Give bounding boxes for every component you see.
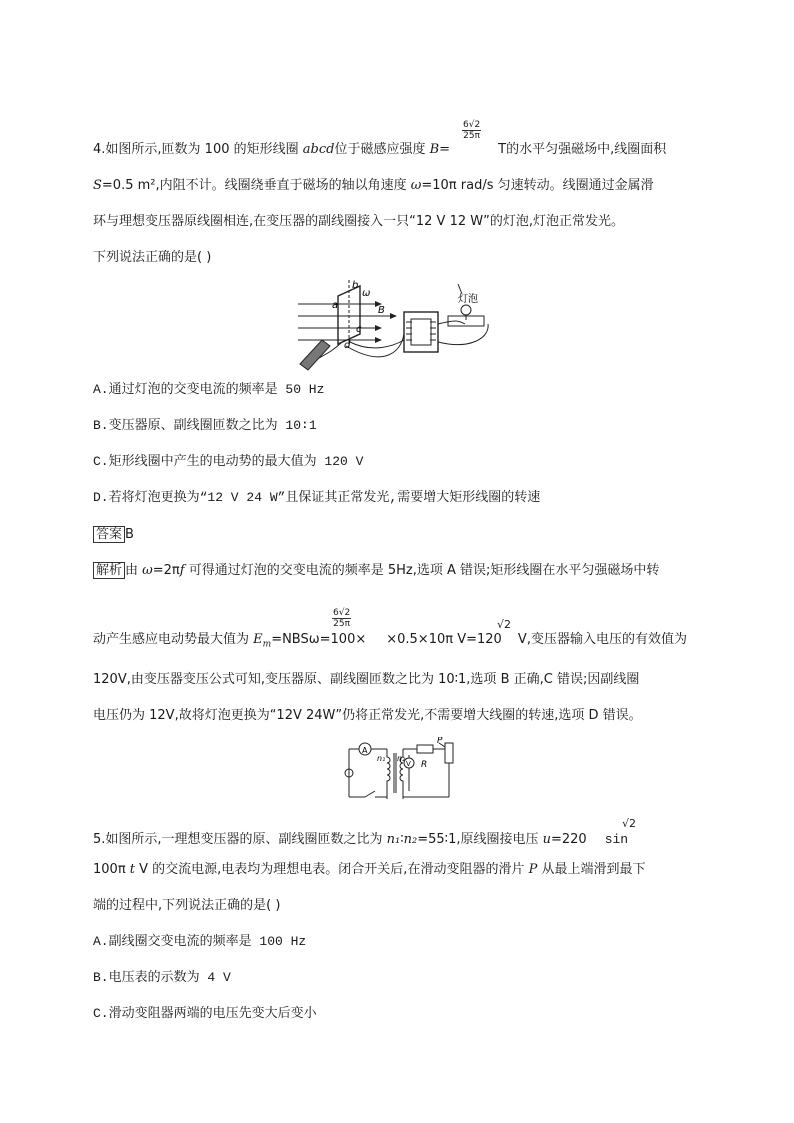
label-omega: ω (362, 288, 371, 299)
resistor-label: R (421, 760, 428, 770)
q5-line-3: 端的过程中,下列说法正确的是( ) (93, 898, 281, 913)
text: 4.如图所示,匝数为 100 的矩形线圈 (93, 142, 303, 157)
q4-option-b: B.变压器原、副线圈匝数之比为 10∶1 (93, 418, 317, 433)
fraction-denominator: 25π (463, 131, 481, 141)
slider-label: P (437, 737, 443, 746)
label-field-b: B (378, 305, 385, 316)
label-b: b (352, 280, 359, 291)
voltmeter-label: V (406, 760, 411, 768)
n2-label: n₂ (397, 754, 406, 763)
text: V 的交流电源,电表均为理想电表。闭合开关后,在滑动变阻器的滑片 (135, 862, 529, 877)
fraction-denominator: 25π (333, 619, 351, 629)
omega-symbol: ω (142, 563, 153, 578)
p-symbol: P (528, 862, 538, 877)
q4-line-4: 下列说法正确的是( ) (93, 250, 212, 265)
text: =2π (152, 563, 180, 578)
label-a: a (332, 300, 339, 311)
sin-text: sin (604, 832, 629, 847)
q4-option-d: D.若将灯泡更换为“12 V 24 W”且保证其正常发光,需要增大矩形线圈的转速 (93, 490, 541, 505)
q4-option-c: C.矩形线圈中产生的电动势的最大值为 120 V (93, 454, 364, 469)
q5-option-c: C.滑动变阻器两端的电压先变大后变小 (93, 1006, 317, 1021)
u-symbol: u (542, 832, 551, 847)
q5-line-1 (93, 832, 628, 848)
text: =10π rad/s 匀速转动。线圈通过金属滑 (421, 178, 654, 193)
q4-analysis-line-2 (93, 632, 687, 653)
q5-option-a: A.副线圈交变电流的频率是 100 Hz (93, 934, 307, 949)
em-fraction (332, 608, 351, 629)
sqrt-two: √2 (497, 618, 512, 631)
text: 位于磁感应强度 (334, 142, 430, 157)
q4-line-1 (93, 142, 666, 158)
text: =220 (550, 832, 587, 847)
label-c: c (356, 324, 362, 335)
text: T的水平匀强磁场中,线圈面积 (494, 142, 667, 157)
q4-line-2 (93, 178, 654, 194)
q4-analysis-line-1 (93, 563, 659, 579)
f-symbol: f (179, 563, 185, 578)
sqrt-two: √2 (622, 817, 637, 830)
fraction-numerator: 6√2 (333, 608, 351, 618)
text: 从最上端滑到最下 (537, 862, 646, 877)
bulb-label: 灯泡 (458, 294, 478, 305)
text: 5.如图所示,一理想变压器的原、副线圈匝数之比为 (93, 832, 387, 847)
text: =0.5 m²,内阻不计。线圈绕垂直于磁场的轴以角速度 (101, 178, 411, 193)
b-fraction (462, 120, 481, 141)
text: 动产生感应电动势最大值为 (93, 632, 254, 647)
q4-option-a: A.通过灯泡的交变电流的频率是 50 Hz (93, 382, 325, 397)
em-subscript: m (262, 639, 272, 650)
text: 可得通过灯泡的交变电流的频率是 5Hz,选项 A 错误;矩形线圈在水平匀强磁场中转 (184, 563, 660, 578)
coil-label: abcd (302, 142, 335, 157)
transformer-circuit-figure (343, 737, 455, 801)
analysis-label: 解析 (93, 562, 125, 579)
q4-answer (93, 527, 134, 543)
q4-line-3: 环与理想变压器原线圈相连,在变压器的副线圈接入一只“12 V 12 W”的灯泡,灯泡正常发光。 (93, 214, 624, 229)
q5-option-b: B.电压表的示数为 4 V (93, 970, 231, 985)
answer-label: 答案 (93, 526, 125, 543)
n1-symbol: n₁ (386, 832, 401, 847)
s-symbol: S (93, 178, 102, 193)
text: 由 (125, 563, 143, 578)
q4-analysis-line-3: 120V,由变压器变压公式可知,变压器原、副线圈匝数之比为 10∶1,选项 B 正确,C 错误;因副线圈 (93, 672, 640, 687)
text: ∶ (400, 832, 404, 847)
em-symbol: E (253, 632, 263, 647)
text: 100π (93, 862, 126, 877)
text: V,变压器输入电压的有效值为 (513, 632, 687, 647)
b-symbol: B= (429, 142, 451, 157)
n1-label: n₁ (377, 754, 386, 763)
n2-symbol: n₂ (403, 832, 418, 847)
omega-symbol: ω (410, 178, 422, 193)
q4-analysis-line-4: 电压仍为 12V,故将灯泡更换为“12V 24W”仍将正常发光,不需要增大线圈的转速,选项 D 错误。 (93, 708, 642, 723)
label-d: d (344, 340, 351, 351)
generator-transformer-figure (290, 276, 500, 372)
q5-line-2 (93, 862, 645, 878)
t-symbol: t (129, 862, 136, 877)
text: =NBSω=100× (271, 632, 367, 647)
fraction-numerator: 6√2 (463, 120, 481, 130)
text: ×0.5×10π V=120 (386, 632, 502, 647)
answer-value: B (125, 527, 134, 542)
ammeter-label: A (362, 746, 368, 755)
text: =55∶1,原线圈接电压 (417, 832, 543, 847)
